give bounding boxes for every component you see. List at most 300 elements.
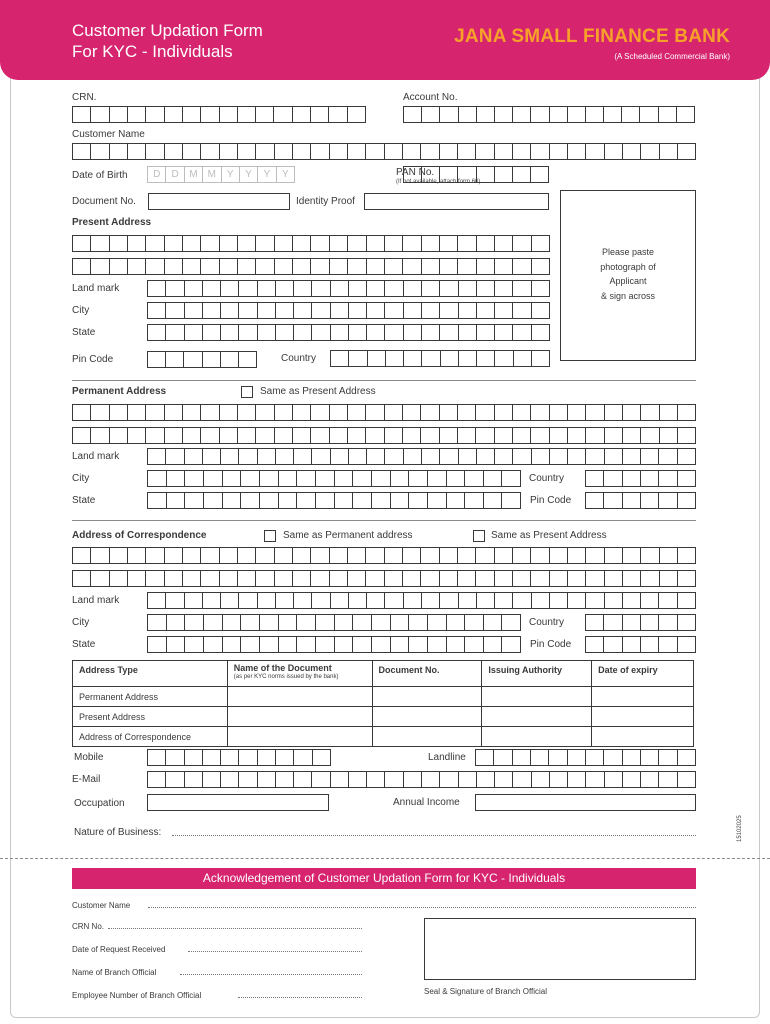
char-box[interactable]: [166, 771, 184, 788]
char-box[interactable]: [331, 302, 349, 319]
char-box[interactable]: [477, 280, 495, 297]
char-box[interactable]: [386, 350, 404, 367]
char-box[interactable]: [183, 404, 201, 421]
char-box[interactable]: [641, 448, 659, 465]
document-no-input[interactable]: [148, 193, 290, 210]
char-box[interactable]: [641, 492, 659, 509]
ack-crn-line[interactable]: [108, 928, 362, 929]
char-box[interactable]: [678, 470, 696, 487]
char-box[interactable]: [660, 427, 678, 444]
char-box[interactable]: [385, 324, 403, 341]
char-box[interactable]: [316, 636, 335, 653]
char-box[interactable]: [477, 235, 495, 252]
char-box[interactable]: [422, 280, 440, 297]
char-box[interactable]: [513, 166, 531, 183]
char-box[interactable]: [659, 448, 677, 465]
char-box[interactable]: [330, 143, 348, 160]
char-box[interactable]: [316, 492, 335, 509]
char-box[interactable]: [348, 547, 366, 564]
char-box[interactable]: [484, 470, 503, 487]
char-box[interactable]: [146, 570, 164, 587]
corr-same-as-present-checkbox[interactable]: [473, 530, 485, 542]
char-box[interactable]: [494, 749, 512, 766]
char-box[interactable]: [91, 106, 109, 123]
corr-landmark-input[interactable]: [147, 592, 696, 609]
char-box[interactable]: [440, 771, 458, 788]
char-box[interactable]: [166, 324, 184, 341]
char-box[interactable]: [604, 749, 622, 766]
char-box[interactable]: [165, 106, 183, 123]
crn-input[interactable]: [72, 106, 366, 123]
char-box[interactable]: [495, 258, 513, 275]
char-box[interactable]: [404, 280, 422, 297]
char-box[interactable]: [256, 570, 274, 587]
char-box[interactable]: [146, 143, 164, 160]
char-box[interactable]: [586, 547, 604, 564]
char-box[interactable]: [605, 143, 623, 160]
dob-char-box[interactable]: Y: [277, 166, 295, 183]
char-box[interactable]: [403, 427, 421, 444]
char-box[interactable]: [256, 547, 274, 564]
char-box[interactable]: [366, 547, 384, 564]
char-box[interactable]: [659, 492, 677, 509]
char-box[interactable]: [185, 280, 203, 297]
char-box[interactable]: [241, 636, 260, 653]
char-box[interactable]: [148, 470, 167, 487]
char-box[interactable]: [203, 324, 221, 341]
char-box[interactable]: [428, 492, 447, 509]
char-box[interactable]: [348, 427, 366, 444]
char-box[interactable]: [348, 106, 366, 123]
char-box[interactable]: [678, 547, 696, 564]
mobile-input[interactable]: [147, 749, 331, 766]
char-box[interactable]: [165, 258, 183, 275]
char-box[interactable]: [91, 258, 109, 275]
char-box[interactable]: [183, 547, 201, 564]
char-box[interactable]: [184, 351, 202, 368]
char-box[interactable]: [203, 351, 221, 368]
char-box[interactable]: [422, 235, 440, 252]
char-box[interactable]: [477, 592, 495, 609]
present-landmark-input[interactable]: [147, 280, 550, 297]
char-box[interactable]: [331, 448, 349, 465]
char-box[interactable]: [258, 749, 276, 766]
char-box[interactable]: [495, 771, 513, 788]
char-box[interactable]: [586, 143, 604, 160]
char-box[interactable]: [221, 592, 239, 609]
char-box[interactable]: [279, 492, 298, 509]
char-box[interactable]: [335, 492, 354, 509]
char-box[interactable]: [586, 470, 604, 487]
present-country-input[interactable]: [330, 350, 550, 367]
char-box[interactable]: [274, 106, 292, 123]
char-box[interactable]: [368, 350, 386, 367]
char-box[interactable]: [366, 404, 384, 421]
char-box[interactable]: [586, 749, 604, 766]
char-box[interactable]: [422, 771, 440, 788]
char-box[interactable]: [484, 492, 503, 509]
char-box[interactable]: [678, 749, 696, 766]
char-box[interactable]: [513, 427, 531, 444]
char-box[interactable]: [348, 570, 366, 587]
char-box[interactable]: [385, 570, 403, 587]
table-cell[interactable]: [227, 707, 372, 727]
identity-proof-input[interactable]: [364, 193, 549, 210]
char-box[interactable]: [586, 570, 604, 587]
char-box[interactable]: [641, 592, 659, 609]
char-box[interactable]: [403, 143, 421, 160]
char-box[interactable]: [221, 351, 239, 368]
char-box[interactable]: [502, 636, 521, 653]
char-box[interactable]: [166, 592, 184, 609]
char-box[interactable]: [148, 280, 166, 297]
char-box[interactable]: [459, 350, 477, 367]
char-box[interactable]: [513, 106, 531, 123]
char-box[interactable]: [641, 404, 659, 421]
char-box[interactable]: [513, 448, 531, 465]
char-box[interactable]: [385, 143, 403, 160]
dob-char-box[interactable]: Y: [222, 166, 240, 183]
char-box[interactable]: [297, 614, 316, 631]
char-box[interactable]: [185, 302, 203, 319]
char-box[interactable]: [256, 404, 274, 421]
char-box[interactable]: [484, 614, 503, 631]
char-box[interactable]: [297, 470, 316, 487]
corr-pin-input[interactable]: [585, 636, 696, 653]
char-box[interactable]: [331, 324, 349, 341]
char-box[interactable]: [440, 404, 458, 421]
char-box[interactable]: [311, 143, 329, 160]
char-box[interactable]: [495, 404, 513, 421]
char-box[interactable]: [477, 166, 495, 183]
table-cell[interactable]: [227, 687, 372, 707]
char-box[interactable]: [568, 771, 586, 788]
char-box[interactable]: [128, 570, 146, 587]
char-box[interactable]: [239, 324, 257, 341]
char-box[interactable]: [440, 570, 458, 587]
char-box[interactable]: [349, 350, 367, 367]
char-box[interactable]: [623, 636, 641, 653]
char-box[interactable]: [385, 771, 403, 788]
char-box[interactable]: [256, 427, 274, 444]
char-box[interactable]: [514, 350, 532, 367]
char-box[interactable]: [258, 280, 276, 297]
char-box[interactable]: [641, 636, 659, 653]
char-box[interactable]: [275, 143, 293, 160]
char-box[interactable]: [204, 636, 223, 653]
char-box[interactable]: [532, 302, 550, 319]
char-box[interactable]: [403, 258, 421, 275]
char-box[interactable]: [73, 427, 91, 444]
char-box[interactable]: [220, 235, 238, 252]
char-box[interactable]: [148, 636, 167, 653]
char-box[interactable]: [183, 258, 201, 275]
char-box[interactable]: [294, 448, 312, 465]
char-box[interactable]: [440, 235, 458, 252]
char-box[interactable]: [623, 448, 641, 465]
customer-name-input[interactable]: [72, 143, 696, 160]
char-box[interactable]: [367, 280, 385, 297]
char-box[interactable]: [167, 492, 186, 509]
char-box[interactable]: [241, 492, 260, 509]
char-box[interactable]: [622, 106, 640, 123]
char-box[interactable]: [353, 470, 372, 487]
table-cell[interactable]: [592, 727, 694, 747]
char-box[interactable]: [550, 547, 568, 564]
char-box[interactable]: [258, 771, 276, 788]
char-box[interactable]: [203, 771, 221, 788]
char-box[interactable]: [459, 106, 477, 123]
dob-input[interactable]: [147, 166, 295, 183]
char-box[interactable]: [476, 570, 494, 587]
char-box[interactable]: [372, 492, 391, 509]
dob-char-box[interactable]: Y: [240, 166, 258, 183]
char-box[interactable]: [440, 547, 458, 564]
char-box[interactable]: [239, 280, 257, 297]
char-box[interactable]: [495, 106, 513, 123]
char-box[interactable]: [391, 492, 410, 509]
char-box[interactable]: [421, 404, 439, 421]
char-box[interactable]: [659, 771, 677, 788]
char-box[interactable]: [330, 404, 348, 421]
char-box[interactable]: [532, 258, 550, 275]
landline-input[interactable]: [475, 749, 696, 766]
char-box[interactable]: [531, 749, 549, 766]
char-box[interactable]: [458, 547, 476, 564]
char-box[interactable]: [148, 771, 166, 788]
char-box[interactable]: [239, 749, 257, 766]
char-box[interactable]: [367, 592, 385, 609]
char-box[interactable]: [73, 547, 91, 564]
present-state-input[interactable]: [147, 324, 550, 341]
char-box[interactable]: [404, 771, 422, 788]
char-box[interactable]: [568, 749, 586, 766]
char-box[interactable]: [404, 350, 422, 367]
char-box[interactable]: [659, 470, 677, 487]
char-box[interactable]: [185, 749, 203, 766]
char-box[interactable]: [641, 570, 659, 587]
char-box[interactable]: [440, 302, 458, 319]
char-box[interactable]: [204, 470, 223, 487]
char-box[interactable]: [223, 492, 242, 509]
char-box[interactable]: [605, 448, 623, 465]
char-box[interactable]: [201, 258, 219, 275]
char-box[interactable]: [385, 547, 403, 564]
char-box[interactable]: [495, 448, 513, 465]
char-box[interactable]: [367, 324, 385, 341]
char-box[interactable]: [604, 106, 622, 123]
char-box[interactable]: [148, 448, 166, 465]
char-box[interactable]: [221, 280, 239, 297]
char-box[interactable]: [183, 427, 201, 444]
char-box[interactable]: [146, 547, 164, 564]
char-box[interactable]: [239, 448, 257, 465]
char-box[interactable]: [275, 427, 293, 444]
char-box[interactable]: [391, 614, 410, 631]
char-box[interactable]: [165, 547, 183, 564]
char-box[interactable]: [183, 570, 201, 587]
char-box[interactable]: [297, 636, 316, 653]
char-box[interactable]: [568, 448, 586, 465]
char-box[interactable]: [276, 749, 294, 766]
char-box[interactable]: [201, 404, 219, 421]
char-box[interactable]: [293, 404, 311, 421]
char-box[interactable]: [91, 427, 109, 444]
char-box[interactable]: [372, 470, 391, 487]
char-box[interactable]: [367, 302, 385, 319]
char-box[interactable]: [312, 592, 330, 609]
char-box[interactable]: [495, 143, 513, 160]
char-box[interactable]: [223, 470, 242, 487]
corr-city-input[interactable]: [147, 614, 521, 631]
char-box[interactable]: [641, 143, 659, 160]
char-box[interactable]: [532, 235, 550, 252]
char-box[interactable]: [605, 404, 623, 421]
char-box[interactable]: [165, 404, 183, 421]
char-box[interactable]: [185, 324, 203, 341]
char-box[interactable]: [568, 106, 586, 123]
char-box[interactable]: [586, 636, 604, 653]
char-box[interactable]: [385, 258, 403, 275]
char-box[interactable]: [623, 404, 641, 421]
char-box[interactable]: [476, 749, 494, 766]
char-box[interactable]: [459, 280, 477, 297]
char-box[interactable]: [568, 570, 586, 587]
char-box[interactable]: [428, 636, 447, 653]
char-box[interactable]: [477, 448, 495, 465]
char-box[interactable]: [513, 302, 531, 319]
char-box[interactable]: [605, 592, 623, 609]
char-box[interactable]: [166, 749, 184, 766]
char-box[interactable]: [495, 324, 513, 341]
char-box[interactable]: [331, 592, 349, 609]
char-box[interactable]: [404, 448, 422, 465]
char-box[interactable]: [428, 470, 447, 487]
char-box[interactable]: [458, 235, 476, 252]
char-box[interactable]: [239, 592, 257, 609]
char-box[interactable]: [335, 636, 354, 653]
pan-input[interactable]: [403, 166, 549, 183]
char-box[interactable]: [349, 448, 367, 465]
permanent-state-input[interactable]: [147, 492, 521, 509]
char-box[interactable]: [353, 636, 372, 653]
char-box[interactable]: [550, 143, 568, 160]
char-box[interactable]: [166, 448, 184, 465]
char-box[interactable]: [276, 592, 294, 609]
char-box[interactable]: [223, 614, 242, 631]
char-box[interactable]: [221, 324, 239, 341]
char-box[interactable]: [623, 570, 641, 587]
correspondence-address-line1[interactable]: [72, 547, 696, 564]
char-box[interactable]: [204, 614, 223, 631]
char-box[interactable]: [260, 470, 279, 487]
char-box[interactable]: [502, 492, 521, 509]
dob-char-box[interactable]: D: [166, 166, 184, 183]
char-box[interactable]: [465, 614, 484, 631]
char-box[interactable]: [484, 636, 503, 653]
char-box[interactable]: [404, 592, 422, 609]
table-cell[interactable]: [372, 707, 482, 727]
char-box[interactable]: [550, 771, 568, 788]
char-box[interactable]: [623, 492, 641, 509]
correspondence-address-line2[interactable]: [72, 570, 696, 587]
char-box[interactable]: [148, 492, 167, 509]
char-box[interactable]: [220, 570, 238, 587]
char-box[interactable]: [641, 427, 659, 444]
char-box[interactable]: [203, 302, 221, 319]
char-box[interactable]: [335, 614, 354, 631]
char-box[interactable]: [678, 404, 696, 421]
present-pin-input[interactable]: [147, 351, 257, 368]
char-box[interactable]: [532, 324, 550, 341]
char-box[interactable]: [311, 570, 329, 587]
char-box[interactable]: [385, 235, 403, 252]
char-box[interactable]: [146, 427, 164, 444]
char-box[interactable]: [403, 404, 421, 421]
char-box[interactable]: [372, 636, 391, 653]
char-box[interactable]: [586, 592, 604, 609]
char-box[interactable]: [391, 470, 410, 487]
ack-employee-number-line[interactable]: [238, 997, 362, 998]
char-box[interactable]: [146, 258, 164, 275]
char-box[interactable]: [458, 143, 476, 160]
char-box[interactable]: [331, 350, 349, 367]
char-box[interactable]: [495, 302, 513, 319]
char-box[interactable]: [605, 427, 623, 444]
char-box[interactable]: [428, 614, 447, 631]
char-box[interactable]: [458, 258, 476, 275]
char-box[interactable]: [568, 143, 586, 160]
char-box[interactable]: [422, 592, 440, 609]
char-box[interactable]: [367, 235, 385, 252]
char-box[interactable]: [404, 302, 422, 319]
char-box[interactable]: [477, 350, 495, 367]
char-box[interactable]: [549, 749, 567, 766]
char-box[interactable]: [110, 235, 128, 252]
ack-branch-official-line[interactable]: [180, 974, 362, 975]
char-box[interactable]: [221, 448, 239, 465]
char-box[interactable]: [677, 106, 695, 123]
char-box[interactable]: [385, 302, 403, 319]
char-box[interactable]: [421, 547, 439, 564]
char-box[interactable]: [659, 749, 677, 766]
char-box[interactable]: [185, 771, 203, 788]
char-box[interactable]: [223, 636, 242, 653]
char-box[interactable]: [586, 492, 604, 509]
char-box[interactable]: [385, 592, 403, 609]
char-box[interactable]: [203, 592, 221, 609]
char-box[interactable]: [91, 143, 109, 160]
permanent-city-input[interactable]: [147, 470, 521, 487]
char-box[interactable]: [241, 470, 260, 487]
char-box[interactable]: [440, 106, 458, 123]
char-box[interactable]: [440, 280, 458, 297]
char-box[interactable]: [495, 427, 513, 444]
char-box[interactable]: [623, 592, 641, 609]
char-box[interactable]: [349, 302, 367, 319]
char-box[interactable]: [568, 547, 586, 564]
char-box[interactable]: [260, 492, 279, 509]
char-box[interactable]: [623, 547, 641, 564]
char-box[interactable]: [531, 143, 549, 160]
char-box[interactable]: [477, 324, 495, 341]
char-box[interactable]: [568, 427, 586, 444]
ack-date-line[interactable]: [188, 951, 362, 952]
char-box[interactable]: [166, 302, 184, 319]
char-box[interactable]: [623, 771, 641, 788]
char-box[interactable]: [586, 771, 604, 788]
char-box[interactable]: [73, 258, 91, 275]
